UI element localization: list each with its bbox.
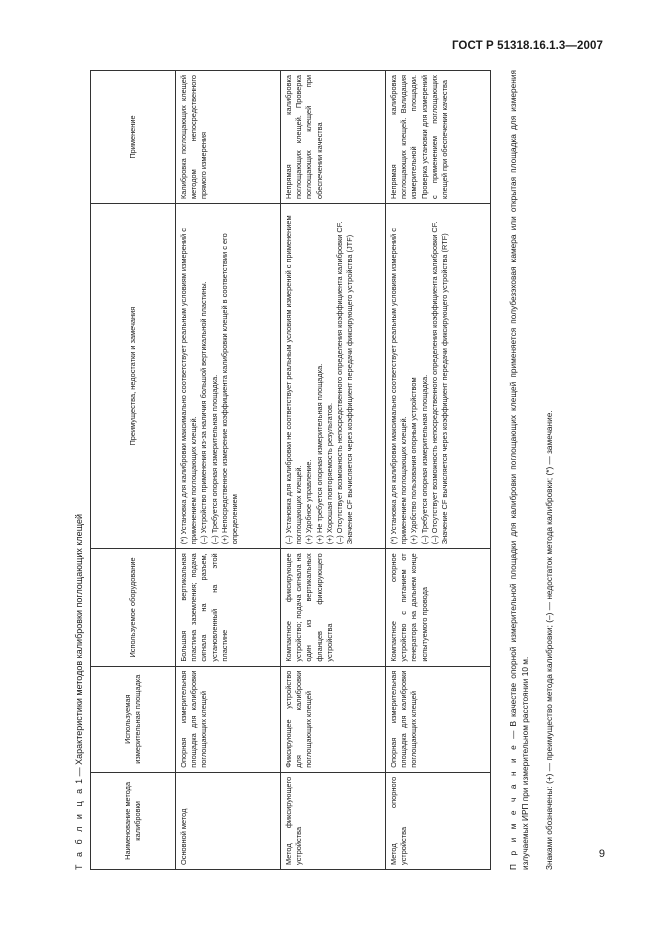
document-code: ГОСТ Р 51318.16.1.3—2007: [451, 40, 603, 52]
point-item: (+) Удобное управление.: [304, 459, 314, 545]
cell-equipment: Компактное фиксирующее устройство; подача сигнала на один из вертикальных фланцев фиксирующего устройства: [281, 549, 386, 666]
point-item: (–) Требуется опорная измерительная площадка.: [419, 374, 429, 545]
cell-method: Метод фиксирующего устройства: [281, 772, 386, 869]
header-method: Наименование метода калибровки: [91, 772, 176, 869]
table-header-row: [91, 71, 176, 870]
point-item: (–) Устройство применения из-за наличия большой вертикальной пластины.: [199, 281, 209, 545]
point-item: (*) Установка для калибровки максимально соответствует реальным условиям измерений с применением поглощающих клещей.: [179, 228, 199, 545]
cell-points: [281, 204, 386, 549]
cell-equipment: Большая вертикальная пластина заземления; подача сигнала на разъем, установленный на этой пластине: [176, 549, 281, 666]
cell-application: Калибровка поглощающих клещей методом непосредственного прямого измерения: [176, 71, 281, 204]
cell-application: Непрямая калибровка поглощающих клещей. Валидация измерительной площадки. Проверка установки для измерений с применением поглощающих клещей при обеспечении качества: [386, 71, 491, 204]
cell-method: Основной метод: [176, 772, 281, 869]
note-label: П р и м е ч а н и е: [508, 743, 518, 870]
point-item: (–) Отсутствует возможность непосредственного определения коэффициента калибровки CF. Значение CF вычисляется через коэффициент передачи фиксирующего устройства (RTF): [429, 221, 450, 545]
table-row: [386, 71, 491, 870]
cell-application: Непрямая калибровка поглощающих клещей. Проверка поглощающих клещей при обеспечении качества: [281, 71, 386, 204]
cell-site: Опорная измерительная площадка для калибровки поглощающих клещей: [386, 666, 491, 772]
point-item: (*) Установка для калибровки максимально соответствует реальным условиям измерений с применением поглощающих клещей.: [389, 228, 409, 545]
page-number: 9: [598, 848, 605, 860]
cell-equipment: Компактное опорное устройство с питанием от генератора на дальнем конце испытуемого провода: [386, 549, 491, 666]
point-item: (+) Непосредственное измерение коэффициента калибровки клещей в соответствии с его определением: [219, 233, 240, 545]
table-caption-label: Т а б л и ц а: [74, 786, 84, 870]
table-caption: [68, 70, 90, 870]
table-row: [176, 71, 281, 870]
cell-site: Фиксирующее устройство для калибровки поглощающих клещей: [281, 666, 386, 772]
calibration-methods-table: [90, 70, 491, 870]
point-item: (+) Удобство пользования опорным устройством: [409, 377, 419, 545]
point-item: (–) Требуется опорная измерительная площадка.: [209, 374, 219, 545]
note-text: — В качестве опорной измерительной площадки для калибровки поглощающих клещей применяется полубезэховая камера или открытая площадка для измерения излучаемых ИРП при измерительном расстоянии 10 м.: [508, 70, 531, 870]
cell-points: [386, 204, 491, 549]
table-note: [507, 70, 531, 870]
header-equipment: Используемое оборудование: [91, 549, 176, 666]
table-caption-number: 1: [74, 778, 84, 784]
point-item: (+) Не требуется опорная измерительная площадка.: [314, 363, 324, 545]
header-application: Применение: [91, 71, 176, 204]
table-row: [281, 71, 386, 870]
cell-points: [176, 204, 281, 549]
header-site: Используемая измерительная площадка: [91, 666, 176, 772]
rotated-table-block: [68, 70, 555, 870]
point-item: (+) Хорошая повторяемость результатов.: [324, 403, 334, 545]
table-caption-title: — Характеристики методов калибровки поглощающих клещей: [74, 513, 84, 777]
point-item: (–) Отсутствует возможность непосредственного определения коэффициента калибровки CF. Значение CF вычисляется через коэффициент передачи фиксирующего устройства (JTF): [335, 221, 355, 545]
cell-site: Опорная измерительная площадка для калибровки поглощающих клещей: [176, 666, 281, 772]
point-item: (–) Установка для калибровки не соответствует реальным условиям измерений с применением поглощающих клещей.: [284, 215, 304, 545]
header-points: Преимущества, недостатки и замечания: [91, 204, 176, 549]
symbol-legend: Знаками обозначены: (+) — преимущество метода калибровки; (–) — недостаток метода калибровки; (*) — замечание.: [544, 410, 555, 870]
cell-method: Метод опорного устройства: [386, 772, 491, 869]
